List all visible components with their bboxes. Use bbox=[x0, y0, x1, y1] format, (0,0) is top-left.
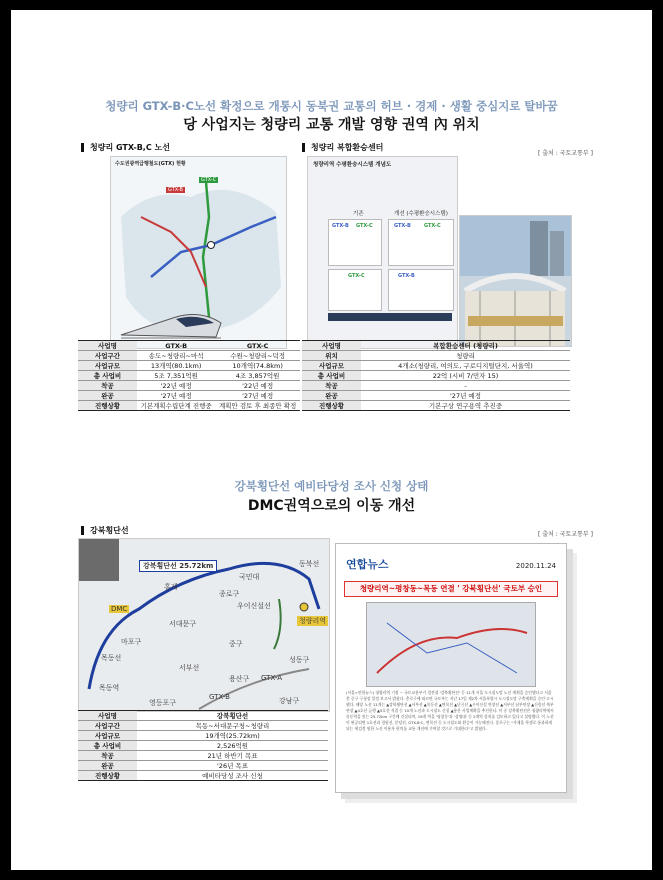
hub-after-label: 개선 (수평환승시스템) bbox=[394, 211, 448, 217]
gangbuk-badge: 강북횡단선 25.72km bbox=[139, 560, 217, 572]
hub-table-cell: 22억 (시비 7/민자 15) bbox=[361, 371, 570, 381]
gangbuk-table-row bbox=[78, 771, 328, 781]
hub-table-cell: - bbox=[361, 381, 570, 391]
gtx-table-cell: 10개역(74.8km) bbox=[215, 361, 300, 371]
gangbuk-table-cell: 2,526억원 bbox=[137, 741, 328, 751]
map-place-seodaemun: 서대문구 bbox=[169, 620, 197, 628]
map-place-mokdong-station: 목동역 bbox=[99, 684, 120, 692]
bottom-title: DMC권역으로의 이동 개선 bbox=[247, 498, 416, 514]
gtx-table-cell: 진행상황 bbox=[78, 401, 137, 411]
hub-table-cell: 착공 bbox=[302, 381, 361, 391]
map-place-yeongdeungpo: 영등포구 bbox=[149, 699, 177, 707]
gtx-table-cell: 송도~청량리~마석 bbox=[137, 351, 215, 361]
gtx-table-cell: GTX-B bbox=[137, 341, 215, 351]
section-hub-heading: 청량리 복합환승센터 bbox=[302, 143, 383, 152]
hub-table-row bbox=[302, 401, 570, 411]
gangbuk-table-cell: 사업구간 bbox=[78, 721, 137, 731]
hub-table-cell: 사업규모 bbox=[302, 361, 361, 371]
hub-table-row bbox=[302, 361, 570, 371]
news-clipping bbox=[335, 543, 567, 793]
gtx-table-cell: '27년 예정 bbox=[137, 391, 215, 401]
gangbuk-map bbox=[78, 538, 330, 712]
gangbuk-table-cell: 21년 하반기 목표 bbox=[137, 751, 328, 761]
news-map-image bbox=[366, 602, 536, 687]
map-place-dmc: DMC bbox=[111, 605, 128, 613]
gtx-table-cell: 사업구간 bbox=[78, 351, 137, 361]
gangbuk-table-row bbox=[78, 731, 328, 741]
gangbuk-table-cell: 목동~서대문구청~청량리 bbox=[137, 721, 328, 731]
page bbox=[11, 10, 652, 870]
map-place-yongsan: 용산구 bbox=[229, 675, 250, 683]
map-place-hongje: 홍제 bbox=[164, 583, 178, 591]
train-image bbox=[116, 305, 226, 345]
hub-table-row bbox=[302, 381, 570, 391]
hub-table-cell: 청량리 bbox=[361, 351, 570, 361]
news-map-drawing bbox=[367, 603, 535, 686]
gtx-table-row bbox=[78, 381, 300, 391]
gangbuk-table-cell: 완공 bbox=[78, 761, 137, 771]
gangbuk-table-cell: 사업명 bbox=[78, 711, 137, 721]
gtx-table-cell: 계획안 검토 후 최종안 확정 bbox=[215, 401, 300, 411]
gtx-table-cell: 13개역(80.1km) bbox=[137, 361, 215, 371]
hub-rendering-image bbox=[459, 215, 572, 347]
gtx-table-row bbox=[78, 391, 300, 401]
gtx-map-caption: 수도권광역급행철도(GTX) 현황 bbox=[115, 161, 186, 167]
gtx-table-cell: 완공 bbox=[78, 391, 137, 401]
gtx-table-row bbox=[78, 351, 300, 361]
map-place-mapo: 마포구 bbox=[121, 638, 142, 646]
map-place-seobu: 서부선 bbox=[179, 664, 200, 672]
section-gangbuk-heading: 강북횡단선 bbox=[81, 526, 129, 535]
gangbuk-table-row bbox=[78, 711, 328, 721]
gangbuk-table-cell: 강북횡단선 bbox=[137, 711, 328, 721]
gtx-table-cell: 5조 7,351억원 bbox=[137, 371, 215, 381]
map-place-gtx-b: GTX-B bbox=[209, 693, 230, 701]
hub-table-cell: 기본구상 연구용역 추진중 bbox=[361, 401, 570, 411]
source-label: [ 출처 : 국토교통부 ] bbox=[538, 150, 593, 157]
gtx-table-cell: '22년 예정 bbox=[215, 381, 300, 391]
hub-table-cell: 복합환승센터 (청량리) bbox=[361, 341, 570, 351]
gtx-table-cell: GTX-C bbox=[215, 341, 300, 351]
gtx-map bbox=[110, 156, 287, 349]
gtx-table-row bbox=[78, 361, 300, 371]
gangbuk-table-cell: 총 사업비 bbox=[78, 741, 137, 751]
hub-table-cell: 완공 bbox=[302, 391, 361, 401]
gtx-table-cell: 수원~청량리~덕정 bbox=[215, 351, 300, 361]
bottom-subtitle: 강북횡단선 예비타당성 조사 신청 상태 bbox=[234, 479, 429, 493]
gtx-table-row bbox=[78, 371, 300, 381]
news-body: (서울=연합뉴스) 청량리역 기점 ~ 국토교통부가 경전철 '강북횡단선' 등 11개 서울 도시철도망 노선 계획을 승인했다고 서울 총 중구 구청장 일정 보고서 밝혔다. 총로구에 따르면 국토부는 지난 17일 제2차 서울특별시 도시철도망 구축계획을 승인·고시했다. 해당 노선 11개는 ▲강북횡단선 ▲서부선 ▲목동선 ▲면목선 ▲난곡선 ▲우이신설 연장선 ▲서부선 남부연장 ▲신림선 북부연장 ▲4호선 급행 ▲5호선 직결 등 10개 노선과 도시철도 신설 ▲용산 사업계획을 추진한다. 이 중 강북횡단선은 청량리역에서 목동역을 잇는 25.72km 구간에 건설되며, 19개 역을 '평창동'과 '상명대' 등 2개역 설치를 검토하고 있다고 설명했다. 이 노선이 완공되면 1호선과 경원선, 분당선, GTX-B·C, 면목선 등 도시철도와 환승이 가능해진다. 종로구는 "가재울 학생로 통과하게 되는 세검정 원한 노선 이용자 편의를 교통 개선에 기여할 것으로 기대한다"고 밝혔다. bbox=[346, 690, 554, 731]
gangbuk-table-cell: 착공 bbox=[78, 751, 137, 761]
gtx-c-tag: GTX-C bbox=[201, 177, 217, 183]
map-place-cheongnyangni: 청량리역 bbox=[299, 617, 327, 625]
hub-table-cell: 위치 bbox=[302, 351, 361, 361]
gtx-table-cell: 총 사업비 bbox=[78, 371, 137, 381]
gangbuk-table-cell: 진행상황 bbox=[78, 771, 137, 781]
map-place-gangnam: 강남구 bbox=[279, 697, 300, 705]
gtx-table-cell: '27년 예정 bbox=[215, 391, 300, 401]
gtx-table-cell: 사업명 bbox=[78, 341, 137, 351]
news-logo: 연합뉴스 bbox=[346, 558, 389, 571]
hub-table-row bbox=[302, 351, 570, 361]
gtx-table-cell: 착공 bbox=[78, 381, 137, 391]
hub-concept-diagram bbox=[307, 156, 458, 349]
hub-label-b1: GTX-B bbox=[332, 223, 349, 229]
news-date: 2020.11.24 bbox=[515, 562, 556, 570]
news-headline: 청량리역~평창동~목동 연결 ' 강북횡단선' 국토부 승인 bbox=[344, 581, 558, 597]
hub-label-c2: GTX-C bbox=[424, 223, 441, 229]
gtx-table-cell: 4조 3,857억원 bbox=[215, 371, 300, 381]
map-place-gtx-a: GTX-A bbox=[261, 674, 283, 682]
gtx-table bbox=[78, 340, 300, 411]
gangbuk-table-row bbox=[78, 741, 328, 751]
source-label-2: [ 출처 : 국토교통부 ] bbox=[538, 531, 593, 538]
gangbuk-table-row bbox=[78, 751, 328, 761]
hub-table-row bbox=[302, 371, 570, 381]
hub-before-label: 기존 bbox=[353, 211, 364, 217]
hub-table-cell: 진행상황 bbox=[302, 401, 361, 411]
map-place-seongdong: 성동구 bbox=[289, 656, 310, 664]
map-place-ui-sinseol: 우이신설선 bbox=[237, 602, 271, 610]
cheongnyangni-point bbox=[208, 242, 215, 249]
hub-label-b3: GTX-B bbox=[398, 273, 415, 279]
gangbuk-table-cell: '26년 목표 bbox=[137, 761, 328, 771]
gtx-table-cell: 기본계획수립단계 진행중 bbox=[137, 401, 215, 411]
hub-table-row bbox=[302, 391, 570, 401]
top-title: 당 사업지는 청량리 교통 개발 영향 권역 內 위치 bbox=[183, 117, 480, 133]
gangbuk-table-row bbox=[78, 761, 328, 771]
section-gtx-heading: 청량리 GTX-B,C 노선 bbox=[81, 143, 170, 152]
gangbuk-table-cell: 예비타당성 조사 신청 bbox=[137, 771, 328, 781]
gtx-table-cell: '22년 예정 bbox=[137, 381, 215, 391]
hub-table-cell: 총 사업비 bbox=[302, 371, 361, 381]
hub-table-cell: '27년 예정 bbox=[361, 391, 570, 401]
map-place-kookmin: 국민대 bbox=[239, 573, 260, 581]
hub-rendering-drawing bbox=[460, 216, 571, 346]
map-place-junggu: 중구 bbox=[229, 640, 243, 648]
map-place-mokdong-line: 목동선 bbox=[101, 654, 122, 662]
hub-caption-bar bbox=[328, 313, 452, 321]
gangbuk-table-cell: 사업규모 bbox=[78, 731, 137, 741]
hub-label-c3: GTX-C bbox=[348, 273, 365, 279]
gangbuk-table bbox=[78, 710, 328, 781]
hub-table-row bbox=[302, 341, 570, 351]
map-place-jongno: 종로구 bbox=[219, 590, 240, 598]
gtx-table-cell: 사업규모 bbox=[78, 361, 137, 371]
gtx-b-tag: GTX-B bbox=[168, 187, 183, 193]
gtx-table-row bbox=[78, 401, 300, 411]
hub-label-b2: GTX-B bbox=[394, 223, 411, 229]
hub-table-cell: 사업명 bbox=[302, 341, 361, 351]
hub-label-c1: GTX-C bbox=[356, 223, 373, 229]
map-place-dongbuk: 동북선 bbox=[299, 560, 320, 568]
hub-table bbox=[302, 340, 570, 411]
hub-table-cell: 4개소(청량리, 여의도, 구로디지털단지, 서울역) bbox=[361, 361, 570, 371]
gtx-table-row bbox=[78, 341, 300, 351]
gangbuk-table-row bbox=[78, 721, 328, 731]
hub-concept-title: 청량리역 수평환승시스템 개념도 bbox=[313, 162, 392, 168]
gangbuk-table-cell: 19개역(25.72km) bbox=[137, 731, 328, 741]
top-subtitle: 청량리 GTX-B·C노선 확정으로 개통시 동북권 교통의 허브 · 경제 · 생활 중심지로 탈바꿈 bbox=[105, 99, 558, 113]
